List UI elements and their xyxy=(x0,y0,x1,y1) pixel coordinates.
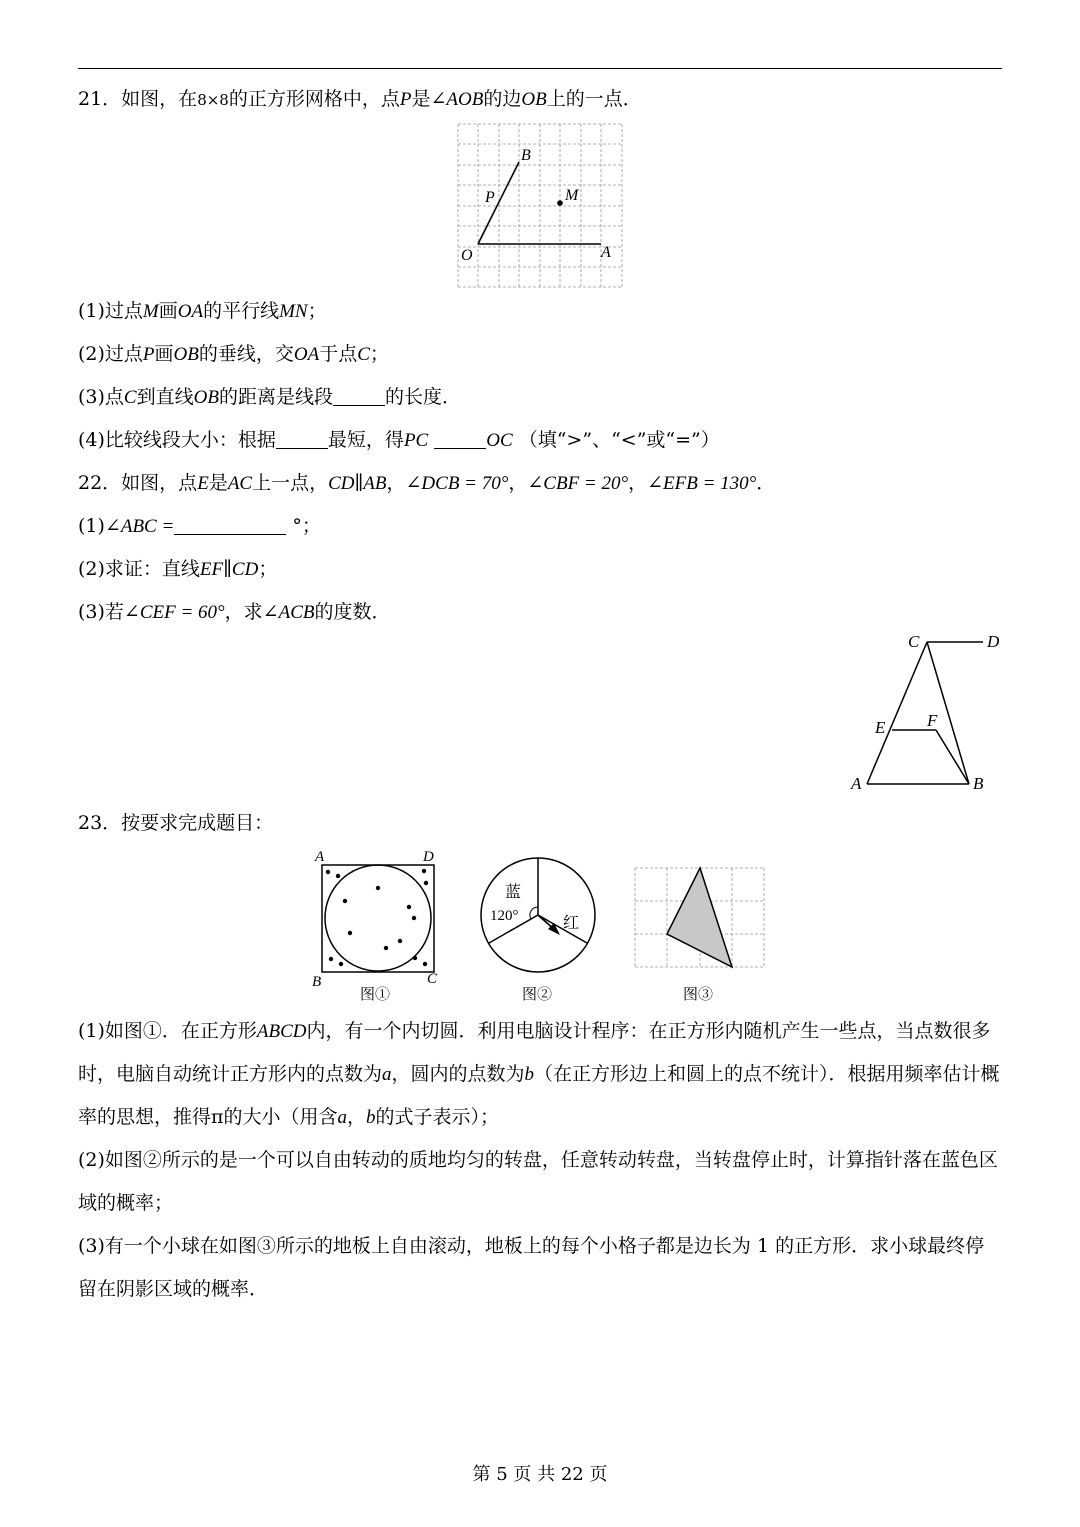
shaded-triangle xyxy=(667,868,732,967)
label-e: E xyxy=(875,718,886,737)
label-o: O xyxy=(461,247,473,264)
label-m: M xyxy=(565,187,579,204)
answer-blank[interactable] xyxy=(434,428,486,449)
answer-blank[interactable] xyxy=(174,514,286,535)
label-b: B xyxy=(521,147,531,164)
figure-2-caption: 图② xyxy=(522,987,553,1003)
q22-part1: (1)∠ABC = °； xyxy=(78,515,321,537)
q21-part2: (2)过点P画OB的垂线，交OA于点C； xyxy=(78,343,389,365)
q23-figure-1 xyxy=(305,845,450,1007)
figure-3-caption: 图③ xyxy=(683,987,714,1003)
label-a: A xyxy=(601,244,611,261)
page-footer: 第 5 页 共 22 页 xyxy=(472,1464,608,1485)
label-p: P xyxy=(485,189,495,206)
label-red: 红 xyxy=(563,915,580,932)
q23-figure-2-spinner xyxy=(470,845,615,1007)
label-a: A xyxy=(315,849,325,865)
q21-grid-figure xyxy=(455,120,625,290)
figure-1-caption: 图① xyxy=(360,987,391,1003)
header-rule xyxy=(78,68,1002,69)
q23-figure-3-floor xyxy=(630,862,770,1007)
q22-part3: (3)若∠CEF = 60°，求∠ACB的度数． xyxy=(78,601,391,623)
q23-part2: (2)如图②所示的是一个可以自由转动的质地均匀的转盘，任意转动转盘，当转盘停止时，计算指针落在蓝色区域的概率； xyxy=(78,1149,998,1214)
q21-part4: (4)比较线段大小：根据 最短，得PC OC （填“>”、“<”或“=”） xyxy=(78,429,720,451)
q22-part2: (2)求证：直线EF∥CD； xyxy=(78,558,278,580)
label-d: D xyxy=(423,849,434,865)
q23-part3: (3)有一个小球在如图③所示的地板上自由滚动，地板上的每个小格子都是边长为 1 的正方形．求小球最终停留在阴影区域的概率． xyxy=(78,1235,985,1300)
answer-blank[interactable] xyxy=(276,428,328,449)
q21-part1: (1)过点M画OA的平行线MN； xyxy=(78,300,327,322)
label-blue: 蓝 xyxy=(505,884,522,901)
label-b: B xyxy=(312,974,322,990)
label-c: C xyxy=(908,632,920,651)
label-b: B xyxy=(973,774,984,793)
label-c: C xyxy=(427,971,438,987)
label-f: F xyxy=(927,711,938,730)
point-m xyxy=(557,200,563,206)
label-120deg: 120° xyxy=(490,908,519,924)
q21-part3: (3)点C到直线OB的距离是线段 的长度． xyxy=(78,386,461,408)
q21-stem: 21．如图，在8×8的正方形网格中，点P是∠AOB的边OB上的一点． xyxy=(78,88,642,110)
answer-blank[interactable] xyxy=(333,385,385,406)
q22-figure xyxy=(845,628,1010,798)
label-a: A xyxy=(851,774,862,793)
label-d: D xyxy=(987,632,1000,651)
q23-part1: (1)如图①．在正方形ABCD内，有一个内切圆．利用电脑设计程序：在正方形内随机产生一些点，当点数很多时，电脑自动统计正方形内的点数为a，圆内的点数为b（在正方形边上和圆上的点不统计）．根据用频率估计概率的思想，推得π的大小（用含a，b的式子表示）； xyxy=(78,1020,1000,1128)
q22-stem: 22．如图，点E是AC上一点，CD∥AB，∠DCB = 70°，∠CBF = 20°，∠EFB = 130°． xyxy=(78,472,776,494)
q23-stem: 23．按要求完成题目： xyxy=(78,812,274,834)
